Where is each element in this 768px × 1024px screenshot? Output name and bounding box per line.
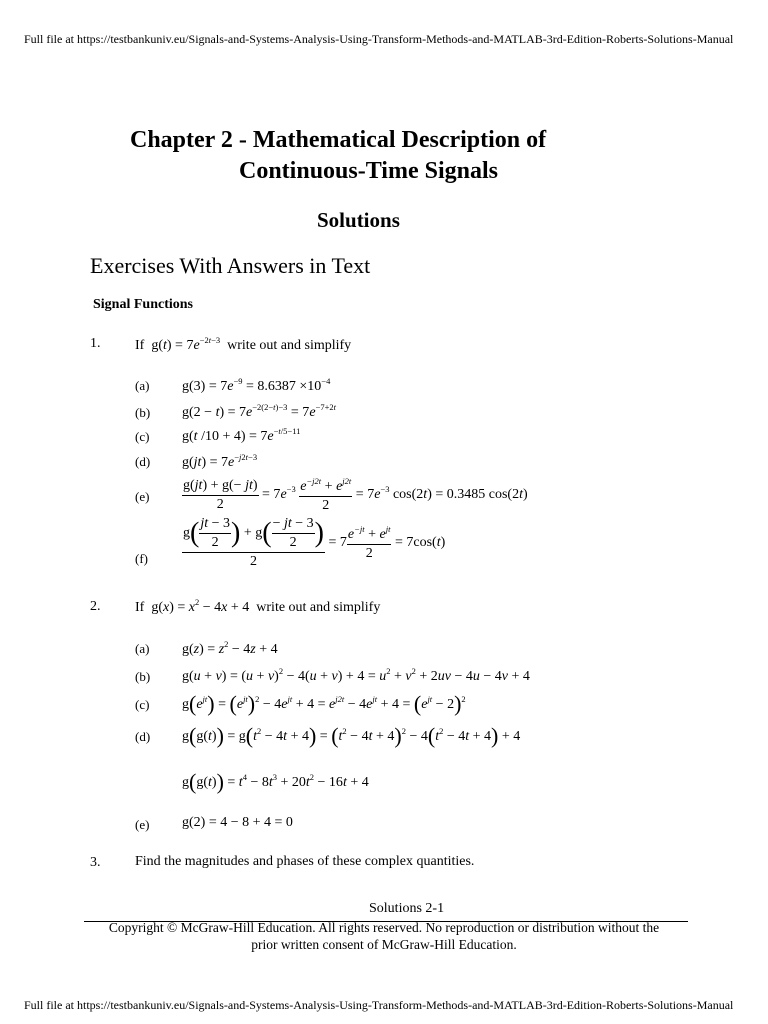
problem-2-part-label: (d) — [135, 729, 151, 744]
problem-2-part-label: (a) — [135, 641, 150, 656]
section-heading: Exercises With Answers in Text — [90, 253, 371, 278]
problem-2-number: 2. — [90, 599, 101, 614]
chapter-title-line2: Continuous-Time Signals — [239, 158, 498, 184]
subsection-heading: Signal Functions — [93, 297, 193, 312]
problem-1-part-label: (a) — [135, 378, 150, 393]
problem-1-number: 1. — [90, 336, 101, 351]
problem-2-part-label: (e) — [135, 817, 150, 832]
problem-2-if: If — [135, 600, 145, 615]
problem-1-instruction: write out and simplify — [227, 338, 352, 353]
problem-3-statement: Find the magnitudes and phases of these complex quantities. — [135, 854, 475, 869]
problem-1a-equation: $g(3) = 7e^{-9} = 8.6387 \times 10^{-4}$ — [182, 376, 331, 394]
problem-2-statement — [135, 597, 380, 616]
copyright-line-1: Copyright © McGraw-Hill Education. All rights reserved. No reproduction or distribution without the — [108, 920, 660, 935]
problem-2e-equation: g(2) = 4 − 8 + 4 = 0 — [182, 815, 293, 830]
problem-1d-equation: $g(jt) = 7e^{-j2t-3}$ — [182, 452, 258, 470]
problem-1e-equation: $\frac{g(jt) + g(- jt)}{2}$ = $7e^{-3}$ $\frac{e^{-j2t} + e^{j2t}}{2}$ = $7e^{-3}$ cos(2t) = 0.3485 cos(2t) — [183, 476, 528, 513]
source-banner-bottom: Full file at https://testbankuniv.eu/Signals-and-Systems-Analysis-Using-Transform-Methods-and-MATLAB-3rd-Edition-Roberts-Solutions-Manual — [24, 998, 734, 1012]
problem-2c-equation: $g(e^{jt}) = (e^{jt})^2 - 4e^{jt} + 4 = e^{j2t} - 4e^{jt} + 4 = (e^{jt} - 2)^2$ — [182, 691, 466, 716]
problem-1-part-label: (d) — [135, 454, 151, 469]
problem-1-part-label: (c) — [135, 429, 150, 444]
problem-2a-equation: $g(z) = z^2 - 4z + 4$ — [182, 639, 278, 657]
problem-2-part-label: (c) — [135, 697, 150, 712]
problem-1-statement — [135, 335, 351, 354]
page-label: Solutions 2-1 — [369, 901, 445, 916]
source-banner-top: Full file at https://testbankuniv.eu/Signals-and-Systems-Analysis-Using-Transform-Methods-and-MATLAB-3rd-Edition-Roberts-Solutions-Manual — [24, 32, 734, 46]
problem-1-part-label: (f) — [135, 551, 148, 566]
copyright-line-2: prior written consent of McGraw-Hill Education. — [251, 937, 517, 952]
problem-1-function-definition: $g(t) = 7e^{-2t-3}$ — [151, 335, 221, 353]
problem-2-part-label: (b) — [135, 669, 151, 684]
problem-2d-equation-line2: $g(g(t)) = t^4 - 8t^3 + 20t^2 - 16t + 4$ — [182, 769, 369, 794]
problem-1b-equation: $g(2 - t) = 7e^{-2(2-t)-3} = 7e^{-7+2t}$ — [182, 402, 336, 420]
problem-1c-equation: g(t $/10 + 4) = 7e^{-t/5-11}$ — [182, 426, 301, 444]
solutions-heading: Solutions — [317, 208, 400, 232]
problem-2b-equation: $g(u + v) = (u + v)^2 - 4(u + v) + 4 = u^2 + v^2 + 2uv - 4u - 4v + 4$ — [182, 666, 530, 684]
problem-2-function-definition: $g(x) = x^2 - 4x + 4$ — [151, 597, 250, 615]
problem-1-part-label: (e) — [135, 489, 150, 504]
chapter-title-line1: Chapter 2 - Mathematical Description of — [130, 127, 547, 153]
problem-1f-equation: g( $\frac{jt - 3}{2}$ ) + g( $\frac{- jt - 3}{2}$ ) 2 = 7 $\frac{e^{-jt} + e^{jt}}{2}$ = 7cos(t) — [183, 516, 446, 569]
copyright-notice — [0, 919, 768, 953]
problem-2-instruction: write out and simplify — [256, 600, 381, 615]
problem-1-if: If — [135, 338, 145, 353]
problem-3-number: 3. — [90, 855, 101, 870]
problem-1-part-label: (b) — [135, 405, 151, 420]
problem-2d-equation-line1: $g(g(t)) = g(t^2 - 4t + 4) = (t^2 - 4t + 4)^2 - 4(t^2 - 4t + 4) + 4$ — [182, 723, 521, 748]
